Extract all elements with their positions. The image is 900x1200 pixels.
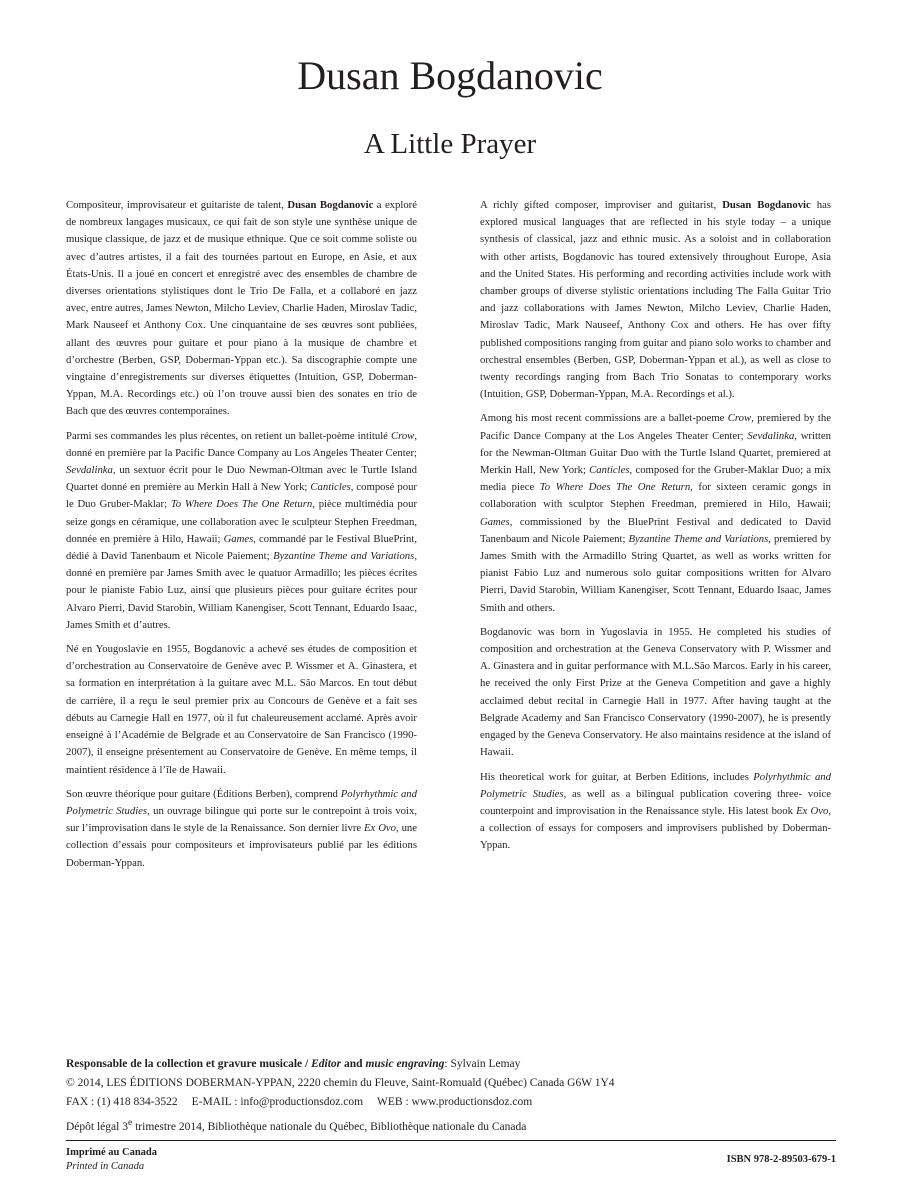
printed-in-english: Printed in Canada xyxy=(66,1161,145,1172)
email-address: E-MAIL : info@productionsdoz.com xyxy=(191,1096,364,1109)
copyright-line: © 2014, LES ÉDITIONS DOBERMAN-YPPAN, 2220 chemin du Fleuve, Saint-Romuald (Québec) Canada G6W 1Y4 xyxy=(66,1077,615,1090)
french-paragraph-3: Né en Yougoslavie en 1955, Bogdanovic a achevé ses études de composition et d’orchestration au Conservatoire de Genève avec P. Wissmer et A. Ginastera, et sa formation en interprétation à la guitare avec M.L. São Marcos. En tout début de carrière, il a reçu le seul premier prix au Concours de Genève et a fait ses débuts au Carnegie Hall en 1977, où il fut chaleureusement acclamé. Après avoir enseigné à l’Académie de Belgrade et au Conservatoire de San Francisco (1990-2007), il enseigne présentement au Conservatoire de Genève. En même temps, il maintient résidence à l’île de Hawaii. xyxy=(66,643,417,776)
english-paragraph-4: His theoretical work for guitar, at Berben Editions, includes Polyrhythmic and Polymetric Studies, as well as a bilingual publication covering three- voice counterpoint and improvisation in the Renaissance style. His latest book Ex Ovo, a collection of essays for composers and improvisers published by Doberman-Yppan. xyxy=(480,770,832,852)
english-paragraph-1: A richly gifted composer, improviser and guitarist, Dusan Bogdanovic has explored musical languages that are reflected in his style today – a unique synthesis of classical, jazz and ethnic music. As a soloist and in collaboration with other artists, Bogdanovic has toured extensively throughout Europe, Asia and the United States. His performing and recording activities include work with chamber groups of diverse stylistic orientations including The Falla Guitar Trio and jazz collaborations with James Newton, Milcho Leviev, Charlie Haden, Miroslav Tadic, Mark Nauseef, Anthony Cox and others. He has over fifty published compositions ranging from guitar and piano solo works to chamber and orchestral ensembles (Berben, GSP, Doberman-Yppan et al.), as well as close to twenty recordings ranging from Bach Trio Sonatas to contemporary works (Intuition, GSP, Doberman-Yppan, M.A. Recordings et al.). xyxy=(480,199,832,401)
editor-credit: Responsable de la collection et gravure musicale / Editor and music engraving: Sylvain Lemay xyxy=(66,1058,521,1070)
english-paragraph-2: Among his most recent commissions are a ballet-poeme Crow, premiered by the Pacific Dance Company at the Los Angeles Theater Center; Sevdalinka, written for the Newman-Oltman Guitar Duo with the Turtle Island Quartet, premiered at Merkin Hall, New York; Canticles, composed for the Gruber-Maklar Duo; a mix media piece To Where Does The One Return, for sixteen ceramic gongs in collaboration with sculptor Stephen Freedman, premiered in Hilo, Hawaii; Games, commissioned by the BluePrint Festival and dedicated to David Tanenbaum and Nicole Paiement; Byzantine Theme and Variations, premiered by James Smith with the Armadillo String Quartet, as well as works written for pianist Fabio Luz and numerous solo guitar compositions written for Alvaro Pierri, David Starobin, William Kanengiser, Scott Tennant, Eduardo Isaac, James Smith and others. xyxy=(480,412,832,614)
english-biography xyxy=(480,197,831,862)
french-biography xyxy=(66,197,417,879)
legal-deposit: Dépôt légal 3e trimestre 2014, Bibliothèque nationale du Québec, Bibliothèque nationale du Canada xyxy=(66,1116,527,1133)
french-paragraph-4: Son œuvre théorique pour guitare (Éditions Berben), comprend Polyrhythmic and Polymetric Studies, un ouvrage bilingue qui porte sur le contrepoint à trois voix, sur l’improvisation dans le style de la Renaissance. Son dernier livre Ex Ovo, une collection d’essais pour compositeurs et improvisateurs publié par les éditions Doberman-Yppan. xyxy=(66,787,417,869)
french-paragraph-2: Parmi ses commandes les plus récentes, on retient un ballet-poème intitulé Crow, donné en première par la Pacific Dance Company au Los Angeles Theater Center; Sevdalinka, un sextuor écrit pour le Duo Newman-Oltman avec le Turtle Island Quartet donné en première au Merkin Hall à New York; Canticles, composé pour le Duo Gruber-Maklar; To Where Does The One Return, pièce multimédia pour seize gongs en céramique, une collaboration avec le sculpteur Stephen Freedman, donnée en première à Hilo, Hawaii; Games, commandé par le Festival BluePrint, dédié à David Tanenbaum et Nicole Paiement; Byzantine Theme and Variations, donné en première par James Smith avec le quatuor Armadillo; les pièces écrites pour le pianiste Fabio Luz, ainsi que plusieurs pièces pour guitare écrites pour Alvaro Pierri, David Starobin, William Kanengiser, Scott Tennant, Eduardo Isaac, James Smith et d’autres. xyxy=(66,429,417,631)
contact-line xyxy=(66,1093,846,1112)
piece-title: A Little Prayer xyxy=(363,128,537,160)
french-paragraph-1: Compositeur, improvisateur et guitariste de talent, Dusan Bogdanovic a exploré de nombreux langages musicaux, ce qui fait de son style une synthèse unique de musique classique, de jazz et de musique ethnique. Que ce soit comme soliste ou avec d’autres artistes, il a fait des tournées partout en Europe, en Asie, et aux États-Unis. Il a joué en concert et enregistré avec des ensembles de chambre de diverses orientations stylistiques dont le Trio De Falla, et a collaboré en jazz avec, entre autres, James Newton, Milcho Leviev, Charlie Haden, Miroslav Tadic, Mark Nauseef et Anthony Cox. Une cinquantaine de ses œuvres sont publiées, allant des œuvres pour guitare et pour piano à la musique de chambre et d’orchestre (Berben, GSP, Doberman-Yppan etc.). Sa discographie compte une vingtaine d’enregistrements sur diverses étiquettes (Intuition, GSP, Doberman-Yppan, M.A. Recordings etc.) où l’on trouve aussi bien des sonates en trio de Bach que des œuvres contemporaines. xyxy=(66,199,417,418)
footer-divider xyxy=(66,1140,836,1141)
isbn-number: ISBN 978-2-89503-679-1 xyxy=(726,1154,836,1165)
website-address: WEB : www.productionsdoz.com xyxy=(377,1096,533,1109)
printed-in-french: Imprimé au Canada xyxy=(66,1147,158,1158)
composer-name: Dusan Bogdanovic xyxy=(297,53,603,98)
english-paragraph-3: Bogdanovic was born in Yugoslavia in 1955. He completed his studies of composition and orchestration at the Geneva Conservatory with P. Wissmer and A. Ginastera and in guitar performance with M.L.São Marcos. Early in his career, he received the only First Prize at the Geneva Competition and gave a highly acclaimed debut recital in Carnegie Hall in 1977. After having taught at the Belgrade Academy and San Francisco Conservatory (1990-2007), he is presently engaged by the Geneva Conservatory. He also maintains residence at the island of Hawaii. xyxy=(480,625,831,759)
fax-number: FAX : (1) 418 834-3522 xyxy=(66,1096,178,1109)
publisher-credits xyxy=(66,1055,846,1137)
printed-in xyxy=(66,1146,157,1174)
